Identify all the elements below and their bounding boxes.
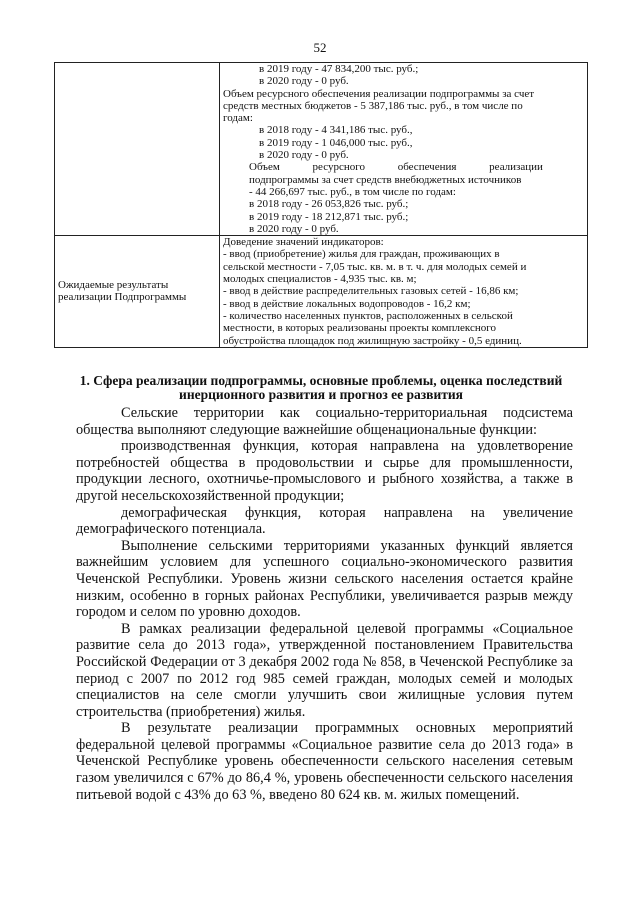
resource-line: - 44 266,697 тыс. руб., в том числе по годам: bbox=[249, 185, 456, 198]
indicator-line: местности, в которых реализованы проекты комплексного bbox=[223, 322, 496, 335]
paragraph: В результате реализации программных основных мероприятий федеральной целевой программы «Социальное развитие села до 2013 года» в Чеченской Республике уровень обеспеченности сельского населения сетевым газом увеличился с 67% до 86,4 %, уровень обеспеченности сельского населения питьевой водой с 43% до 63 %, введено 80 624 кв. м. жилых помещений. bbox=[76, 720, 573, 803]
resource-line: в 2020 году - 0 руб. bbox=[259, 75, 349, 88]
resource-line: Объем ресурсного обеспечения реализации подпрограммы за счет bbox=[223, 87, 535, 100]
indicator-line: - ввод в действие локальных водопроводов - 16,2 км; bbox=[223, 297, 471, 310]
resource-line: в 2019 году - 18 212,871 тыс. руб.; bbox=[249, 210, 409, 223]
indicator-line: - ввод в действие распределительных газовых сетей - 16,86 км; bbox=[223, 285, 519, 298]
resource-line: в 2019 году - 47 834,200 тыс. руб.; bbox=[259, 63, 419, 75]
resource-line: в 2020 году - 0 руб. bbox=[249, 222, 339, 235]
paragraph: Выполнение сельскими территориями указанных функций является важнейшим условием для успешного социально-экономического развития Чеченской Республики. Уровень жизни сельского населения остается крайне низким, особенно в горных районах Республики, увеличивается разрыв между городом и селом по уровню доходов. bbox=[76, 537, 573, 621]
indicator-line: сельской местности - 7,05 тыс. кв. м. в т. ч. для молодых семей и bbox=[223, 260, 527, 273]
table-cell-resources bbox=[220, 63, 588, 236]
paragraph: производственная функция, которая направлена на удовлетворение потребностей общества в продовольствии и сырье для промышленности, продукции лесного, охотничье-промыслового и рыбного хозяйства, а также в другой несельскохозяйственной продукции; bbox=[76, 438, 573, 504]
paragraph: Сельские территории как социально-территориальная подсистема общества выполняют следующие важнейшие общенациональные функции: bbox=[76, 405, 573, 438]
indicator-line: - количество населенных пунктов, расположенных в сельской bbox=[223, 309, 513, 322]
resource-line: подпрограммы за счет средств внебюджетных источников bbox=[249, 173, 522, 186]
indicator-line: Доведение значений индикаторов: bbox=[223, 236, 384, 249]
indicator-line: обустройства площадок под жилищную застройку - 0,5 единиц. bbox=[223, 334, 522, 347]
table-cell-empty bbox=[55, 63, 220, 236]
expected-results-label: Ожидаемые результаты реализации Подпрограммы bbox=[55, 236, 220, 348]
resource-line: в 2019 году - 1 046,000 тыс. руб., bbox=[259, 136, 413, 149]
indicator-line: молодых специалистов - 4,935 тыс. кв. м; bbox=[223, 273, 417, 286]
subprogram-table bbox=[54, 62, 588, 348]
table-row-expected-results bbox=[55, 236, 588, 348]
resource-line: Объем ресурсного обеспечения реализации bbox=[249, 161, 543, 174]
table-row-resources bbox=[55, 63, 588, 236]
table-cell-indicators bbox=[220, 236, 588, 348]
page-number: 52 bbox=[313, 40, 327, 55]
indicator-line: - ввод (приобретение) жилья для граждан, проживающих в bbox=[223, 248, 500, 261]
resource-line: в 2020 году - 0 руб. bbox=[259, 149, 349, 162]
resource-line: в 2018 году - 26 053,826 тыс. руб.; bbox=[249, 198, 409, 211]
paragraph: В рамках реализации федеральной целевой программы «Социальное развитие села до 2013 года», утвержденной постановлением Правительства Российской Федерации от 3 декабря 2002 года № 858, в Чеченской Республике за период с 2007 по 2012 год 985 семей граждан, молодых семей и молодых специалистов на селе смогли улучшить свои жилищные условия путем строительства (приобретения) жилья. bbox=[76, 620, 573, 720]
resource-line: в 2018 году - 4 341,186 тыс. руб., bbox=[259, 124, 413, 137]
resource-line: средств местных бюджетов - 5 387,186 тыс. руб., в том числе по bbox=[223, 99, 523, 112]
paragraph: демографическая функция, которая направлена на увеличение демографического потенциала. bbox=[76, 504, 573, 538]
section-heading: 1. Сфера реализации подпрограммы, основные проблемы, оценка последствий инерционного развития и прогноз ее развития bbox=[79, 373, 563, 402]
body-text bbox=[76, 405, 573, 803]
resource-line: годам: bbox=[223, 112, 253, 125]
